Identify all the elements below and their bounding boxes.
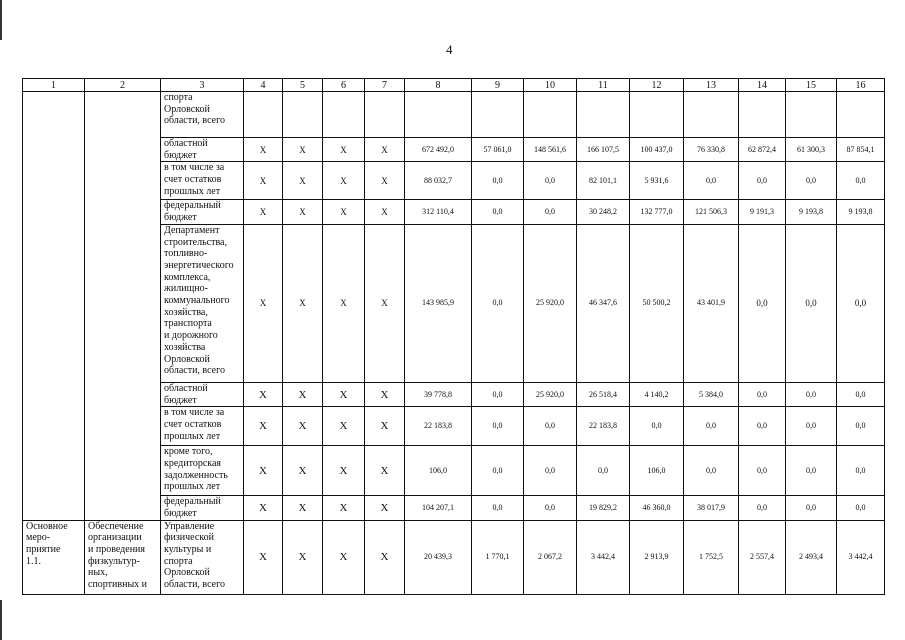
- funding-source-cell: областной бюджет: [161, 138, 244, 162]
- value-cell: 5 931,6: [630, 162, 684, 200]
- x-mark-cell: X: [365, 162, 405, 200]
- column-number-cell: 12: [630, 79, 684, 92]
- value-cell: 121 506,3: [684, 200, 739, 224]
- value-cell: 0,0: [837, 407, 885, 446]
- column-number-cell: 8: [405, 79, 472, 92]
- x-mark-cell: X: [323, 162, 365, 200]
- value-cell: 0,0: [739, 224, 786, 382]
- value-cell: 0,0: [524, 496, 577, 520]
- x-mark-cell: X: [323, 200, 365, 224]
- value-cell: 88 032,7: [405, 162, 472, 200]
- value-cell: 1 770,1: [472, 520, 524, 594]
- value-cell: 9 193,8: [786, 200, 837, 224]
- value-cell: 82 101,1: [577, 162, 630, 200]
- scan-edge-mark-top: [0, 0, 2, 40]
- value-cell: [405, 92, 472, 138]
- x-mark-cell: [283, 92, 323, 138]
- x-mark-cell: [323, 92, 365, 138]
- column-number-cell: 15: [786, 79, 837, 92]
- x-mark-cell: [365, 92, 405, 138]
- x-mark-cell: X: [365, 520, 405, 594]
- value-cell: 2 557,4: [739, 520, 786, 594]
- x-mark-cell: X: [283, 138, 323, 162]
- value-cell: [837, 92, 885, 138]
- value-cell: 46 347,6: [577, 224, 630, 382]
- value-cell: 0,0: [472, 446, 524, 496]
- x-mark-cell: X: [323, 138, 365, 162]
- x-mark-cell: X: [365, 496, 405, 520]
- value-cell: 0,0: [630, 407, 684, 446]
- value-cell: 57 061,0: [472, 138, 524, 162]
- table-row: [23, 92, 885, 138]
- column-number-cell: 3: [161, 79, 244, 92]
- value-cell: 0,0: [786, 382, 837, 406]
- value-cell: 132 777,0: [630, 200, 684, 224]
- value-cell: 46 360,0: [630, 496, 684, 520]
- value-cell: 0,0: [684, 446, 739, 496]
- column-number-row: [23, 79, 885, 92]
- value-cell: 26 518,4: [577, 382, 630, 406]
- value-cell: 106,0: [405, 446, 472, 496]
- value-cell: 0,0: [472, 496, 524, 520]
- value-cell: 106,0: [630, 446, 684, 496]
- x-mark-cell: [244, 92, 283, 138]
- value-cell: 100 437,0: [630, 138, 684, 162]
- x-mark-cell: X: [323, 382, 365, 406]
- value-cell: 0,0: [739, 162, 786, 200]
- value-cell: 312 110,4: [405, 200, 472, 224]
- x-mark-cell: X: [244, 162, 283, 200]
- value-cell: 2 493,4: [786, 520, 837, 594]
- x-mark-cell: X: [244, 200, 283, 224]
- measure-cell: Основное меро- приятие 1.1.: [23, 520, 85, 594]
- value-cell: [472, 92, 524, 138]
- value-cell: [524, 92, 577, 138]
- value-cell: 0,0: [786, 162, 837, 200]
- column-number-cell: 6: [323, 79, 365, 92]
- column-number-cell: 14: [739, 79, 786, 92]
- x-mark-cell: X: [365, 138, 405, 162]
- value-cell: [577, 92, 630, 138]
- value-cell: 0,0: [739, 407, 786, 446]
- x-mark-cell: X: [283, 382, 323, 406]
- value-cell: [684, 92, 739, 138]
- value-cell: 62 872,4: [739, 138, 786, 162]
- table-row: [23, 520, 885, 594]
- value-cell: 104 207,1: [405, 496, 472, 520]
- funding-source-cell: спорта Орловской области, всего: [161, 92, 244, 138]
- x-mark-cell: X: [244, 446, 283, 496]
- x-mark-cell: X: [244, 520, 283, 594]
- x-mark-cell: X: [283, 407, 323, 446]
- value-cell: 4 140,2: [630, 382, 684, 406]
- column-number-cell: 13: [684, 79, 739, 92]
- x-mark-cell: X: [323, 496, 365, 520]
- value-cell: 22 183,8: [405, 407, 472, 446]
- value-cell: 50 500,2: [630, 224, 684, 382]
- value-cell: 166 107,5: [577, 138, 630, 162]
- x-mark-cell: X: [365, 200, 405, 224]
- value-cell: 0,0: [472, 382, 524, 406]
- funding-source-cell: федеральный бюджет: [161, 496, 244, 520]
- value-cell: 0,0: [837, 382, 885, 406]
- value-cell: 19 829,2: [577, 496, 630, 520]
- funding-source-cell: кроме того, кредиторская задолженность прошлых лет: [161, 446, 244, 496]
- value-cell: 38 017,9: [684, 496, 739, 520]
- funding-source-cell: областной бюджет: [161, 382, 244, 406]
- column-number-cell: 7: [365, 79, 405, 92]
- x-mark-cell: X: [365, 224, 405, 382]
- value-cell: 0,0: [837, 162, 885, 200]
- x-mark-cell: X: [323, 407, 365, 446]
- funding-source-cell: в том числе за счет остатков прошлых лет: [161, 162, 244, 200]
- x-mark-cell: X: [283, 224, 323, 382]
- x-mark-cell: X: [365, 407, 405, 446]
- column-number-cell: 16: [837, 79, 885, 92]
- value-cell: 0,0: [786, 496, 837, 520]
- value-cell: 672 492,0: [405, 138, 472, 162]
- column-number-cell: 4: [244, 79, 283, 92]
- value-cell: 61 300,3: [786, 138, 837, 162]
- value-cell: 5 384,0: [684, 382, 739, 406]
- value-cell: 25 920,0: [524, 382, 577, 406]
- value-cell: 0,0: [739, 382, 786, 406]
- value-cell: 0,0: [472, 162, 524, 200]
- column-number-cell: 1: [23, 79, 85, 92]
- measure-name-cell: [85, 92, 161, 521]
- measure-name-cell: Обеспечение организации и проведения физкультур- ных, спортивных и: [85, 520, 161, 594]
- value-cell: 3 442,4: [577, 520, 630, 594]
- measure-cell: [23, 92, 85, 521]
- column-number-cell: 2: [85, 79, 161, 92]
- x-mark-cell: X: [283, 520, 323, 594]
- funding-source-cell: в том числе за счет остатков прошлых лет: [161, 407, 244, 446]
- funding-source-cell: федеральный бюджет: [161, 200, 244, 224]
- value-cell: 22 183,8: [577, 407, 630, 446]
- value-cell: 0,0: [837, 446, 885, 496]
- x-mark-cell: X: [283, 200, 323, 224]
- value-cell: 0,0: [472, 200, 524, 224]
- x-mark-cell: X: [244, 407, 283, 446]
- column-number-cell: 5: [283, 79, 323, 92]
- x-mark-cell: X: [365, 446, 405, 496]
- x-mark-cell: X: [283, 162, 323, 200]
- column-number-cell: 10: [524, 79, 577, 92]
- column-number-cell: 9: [472, 79, 524, 92]
- value-cell: 1 752,5: [684, 520, 739, 594]
- value-cell: 0,0: [786, 446, 837, 496]
- x-mark-cell: X: [244, 382, 283, 406]
- value-cell: 43 401,9: [684, 224, 739, 382]
- x-mark-cell: X: [323, 446, 365, 496]
- value-cell: 0,0: [739, 446, 786, 496]
- value-cell: 0,0: [524, 200, 577, 224]
- x-mark-cell: X: [323, 520, 365, 594]
- value-cell: 39 778,8: [405, 382, 472, 406]
- value-cell: 0,0: [524, 162, 577, 200]
- value-cell: 0,0: [524, 407, 577, 446]
- value-cell: 0,0: [684, 407, 739, 446]
- value-cell: 0,0: [739, 496, 786, 520]
- x-mark-cell: X: [323, 224, 365, 382]
- value-cell: 3 442,4: [837, 520, 885, 594]
- value-cell: 148 561,6: [524, 138, 577, 162]
- value-cell: 0,0: [837, 496, 885, 520]
- funding-source-cell: Управление физической культуры и спорта Орловской области, всего: [161, 520, 244, 594]
- funding-source-cell: Департамент строительства, топливно- энергетического комплекса, жилищно- коммунального хозяйства, транспорта и дорожного хозяйства Орловской области, всего: [161, 224, 244, 382]
- value-cell: 9 191,3: [739, 200, 786, 224]
- value-cell: 0,0: [472, 224, 524, 382]
- column-number-cell: 11: [577, 79, 630, 92]
- value-cell: [786, 92, 837, 138]
- value-cell: 0,0: [472, 407, 524, 446]
- value-cell: 25 920,0: [524, 224, 577, 382]
- value-cell: 0,0: [577, 446, 630, 496]
- value-cell: 143 985,9: [405, 224, 472, 382]
- value-cell: 9 193,8: [837, 200, 885, 224]
- value-cell: [739, 92, 786, 138]
- value-cell: 2 913,9: [630, 520, 684, 594]
- x-mark-cell: X: [365, 382, 405, 406]
- x-mark-cell: X: [244, 496, 283, 520]
- x-mark-cell: X: [283, 446, 323, 496]
- x-mark-cell: X: [244, 138, 283, 162]
- value-cell: 2 067,2: [524, 520, 577, 594]
- value-cell: 87 854,1: [837, 138, 885, 162]
- scan-edge-mark-bottom: [0, 600, 2, 640]
- value-cell: 76 330,8: [684, 138, 739, 162]
- x-mark-cell: X: [283, 496, 323, 520]
- value-cell: 30 248,2: [577, 200, 630, 224]
- value-cell: 0,0: [684, 162, 739, 200]
- value-cell: 0,0: [837, 224, 885, 382]
- value-cell: 0,0: [524, 446, 577, 496]
- x-mark-cell: X: [244, 224, 283, 382]
- page-number: 4: [446, 42, 453, 57]
- budget-table: [22, 78, 885, 595]
- value-cell: 20 439,3: [405, 520, 472, 594]
- value-cell: [630, 92, 684, 138]
- value-cell: 0,0: [786, 224, 837, 382]
- value-cell: 0,0: [786, 407, 837, 446]
